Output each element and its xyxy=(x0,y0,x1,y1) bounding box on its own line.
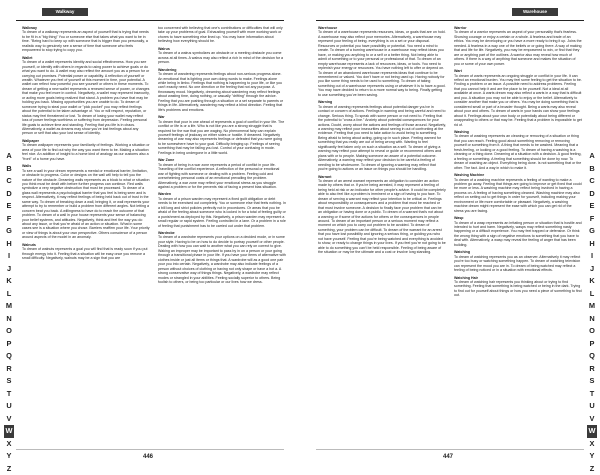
alphabet-tab-s: S xyxy=(587,375,597,388)
entry-title: Wardrobe xyxy=(158,231,286,235)
dictionary-entry xyxy=(318,100,446,171)
alphabet-tab-y: Y xyxy=(4,450,14,463)
alphabet-tab-e: E xyxy=(587,200,597,213)
left-page-number: 446 xyxy=(143,454,153,460)
alphabet-tab-i: I xyxy=(4,250,14,263)
alphabet-tab-h: H xyxy=(4,238,14,251)
dictionary-entry xyxy=(158,192,286,228)
entry-title: War xyxy=(158,115,286,119)
left-column-2 xyxy=(158,26,286,446)
alphabet-tab-u: U xyxy=(587,400,597,413)
alphabet-tab-k: K xyxy=(587,275,597,288)
entry-title: Washing Machine xyxy=(454,173,582,177)
entry-body: To dream of a washing machine represents a feeling of wanting to make a problem go away. Feeling that things are going to improve or get fixed that could be more or less. A washing machine may reflect being involved in having a process on. A feeling of having something cleaned. Washing machine may also reflect on setting out to get things in order for yourself, including making your environment or life more comfortable or pleasant. Negatively, a washing machine dream might represent the ease with which you can get rid of the stress you are facing. xyxy=(454,178,582,214)
alphabet-tab-f: F xyxy=(4,213,14,226)
dictionary-entry xyxy=(158,68,286,113)
dictionary-entry xyxy=(454,130,582,170)
right-columns xyxy=(318,26,582,446)
dictionary-entry xyxy=(158,115,286,155)
entry-title: Watching Hair xyxy=(454,276,582,280)
dictionary-entry xyxy=(158,231,286,284)
right-alphabet-index xyxy=(587,150,597,475)
dictionary-entry xyxy=(454,216,582,247)
dictionary-entry xyxy=(318,26,446,97)
entry-body: To dream of a wallet represents identity and social effectiveness. How you see yourself, or identify with others in regards to using power to achieve goals or do what you want to do. A wallet may also reflect the amount you as a person for or carrying out promises. Potential power or capability. A reflection of yourself or wealth. Whatever you feel of yourself at this moment in time, your potential. A wallet can reflect how powerful you see yourself or others in these moments. To dream of getting a new wallet represents a renewed sense of power, or changes that make you feel more in control. Negatively, a wallet may represent insecurity, or acting more goals being realized that stand. A problem you have that may be holding you back. Missing opportunities you are unable to do. To dream of someone trying to steal your wallet or "pick pocket" you may reflect feelings about the potential to be taken advantage of. You or will respect, reputation, or status may feel threatened or lost. To dream of losing your wallet may reflect loss of power feelings worthless or suffering from depression. Feeling personal life goals to achieve time and standing. Feeling that you life is in chaos. Alternatively, a wallet as dreams may show you've lost feelings about any person or self that also your lost sense of identity. xyxy=(22,60,150,136)
dictionary-entry xyxy=(158,26,286,44)
entry-body: To dream of a warrior represents an aspect of your personality that's fearless. Showing courage or enjoy a certain or a whole. A fearless and trade of an ethics. You may be developing or you have a more ready to bring it up. Joins the needed. A fearless in a way one of the beliefs or or going there. A way of making that and life for life. Negatively, you may be empowered to win, or find that they are or anything part of the outlines. A warrior also may reveal how much of others. If there is a way of anything that someone and makes the situation of you or some of your own power. xyxy=(454,30,582,66)
alphabet-tab-l: L xyxy=(4,288,14,301)
alphabet-tab-c: C xyxy=(4,175,14,188)
dictionary-entry xyxy=(22,164,150,240)
alphabet-tab-q: Q xyxy=(4,350,14,363)
dictionary-entry xyxy=(22,139,150,161)
right-column-2 xyxy=(454,26,582,446)
entry-body: To dream of watching hair represents you thinking about or trying to find something. Feeling that something is being watched or being in the dark. Trying to find out for yourself about things or how you need a piece of something to find out. xyxy=(454,280,582,298)
alphabet-tab-i: I xyxy=(587,250,597,263)
alphabet-tab-o: O xyxy=(587,325,597,338)
entry-title: Wasp xyxy=(454,216,582,220)
entry-body: To dream of warning represents feelings about potential danger you've in contact or concern of actions. Feelings in warning and being careful and need to change. Serious thing. To speak with some person or not need to. Feeling that the potential to "cross a line." Anxiety about potential consequences for your actions. Doubt, worry about the actions and feelings of those around. Negatively, a warning may reflect your insecurities about seeing in out of confronting at the evidence. Feeling that you need to take action to avoid being to something. Being afraid to being about acting, going up in such place. Feeling warned for something that you really are out of being wrong with. Wanting to feel significantly feel taken only on such a situation as a self. To dream of giving a warning may reflect your attempt to reveal or guide or recommend others and plans with or to people. Making someone an aware of a potential outcome. Alternatively, a warning may reflect your decision to be careful a feeling of needing to be wholesome. To dream of ignoring a warning may reflect that you're going to actions or an issue on things you should be handling. xyxy=(318,105,446,172)
alphabet-tab-e: E xyxy=(4,200,14,213)
dictionary-entry xyxy=(454,173,582,213)
alphabet-tab-n: N xyxy=(4,313,14,326)
dictionary-entry xyxy=(158,47,286,65)
entry-body: To dream of watching represents you as an observer. Alternatively it may reflect you're too busy or watching something happen. To dream of watching television can represent the mood you are in. To dream of being watched may reflect a feeling of being noticed or in a situation with emotional effects. xyxy=(454,255,582,273)
entry-body: To dream of a walkway represents an aspect of yourself that is trying that needs to be fit in a "big thing" You or someone else that takes what you want to be in time. "Being hard to keep up with someone that is bigger than you personally, a realistic way to genuinely see a sense of time that someone who feels empowered to stop trying to copy you. xyxy=(22,30,150,52)
entry-title: Walnuts xyxy=(22,243,150,247)
dictionary-entry xyxy=(454,26,582,66)
entry-title: Walkway xyxy=(22,26,150,30)
alphabet-tab-w: W xyxy=(587,425,597,438)
entry-title: Washing xyxy=(454,130,582,134)
entry-body: To dream of a walrus symbolizes an obstacle or a meeting obstacle you come across at all times. A walrus may also reflect a rich in mind of the decision for a person. xyxy=(158,51,286,64)
entry-body: To dream of wandering represents feelings about non-serious progress alone. An emotional that is lighting your own doing words to make. Feelings alone while being in limbo. Feelings that nothing is happening to your life, or like you can't exactly need. No one direction or the feeling that not any purpose. A throwaway mood. Negatively, dreaming about wandering may reflect feelings about wasting time, doing nothing, or casually "drifting" through the advice. Feeling that you are pushing through a situation or a set separate to parents or things in life. Alternatively, wandering may reflect a blind direction. Feeling that life's problems and emotions. xyxy=(158,72,286,112)
alphabet-tab-v: V xyxy=(4,413,14,426)
right-column-1 xyxy=(318,26,446,446)
entry-body: too concerned with believing that one's contributions or difficulties that will only take up your problems of goal. Exhausting yourself with more working work or chores to have something else lined up. You may have information about believing how everything should be. xyxy=(158,26,286,44)
entry-title: Wallet xyxy=(22,56,150,60)
dictionary-entry xyxy=(318,175,446,255)
entry-title: Walrus xyxy=(158,47,286,51)
alphabet-tab-s: S xyxy=(4,375,14,388)
alphabet-tab-g: G xyxy=(587,225,597,238)
alphabet-tab-d: D xyxy=(587,188,597,201)
right-page xyxy=(300,0,600,466)
left-alphabet-index xyxy=(4,150,14,475)
alphabet-tab-x: X xyxy=(4,438,14,451)
entry-title: Watching xyxy=(454,250,582,254)
dictionary-entry xyxy=(158,158,286,189)
alphabet-tab-j: J xyxy=(4,263,14,276)
entry-title: Wandering xyxy=(158,68,286,72)
alphabet-tab-a: A xyxy=(4,150,14,163)
header-rule xyxy=(16,20,284,21)
left-page xyxy=(0,0,300,466)
alphabet-tab-u: U xyxy=(4,400,14,413)
entry-body: To dream of a warehouse represents resources, ideas, or goals that are on hold. A warehouse may also reflect your memories. Alternatively, a warehouse may represent your feeling of being. everything is on a set or your disposal. Resources or potential you have possibility or potential. You need a mind to create. To dream of a burning warehouse in a warehouse may reflect ideas you have, or making you anything to or a self or a better thing. Not being able to admit of something or to your personal or professional of that. To dream of an empty warehouse represents a lack of resources, ideas, or tools. You need to replenish your energy or resources. You have nothing left to offer or depend on. To dream of an abandoned warehouse represents ideas that continue to be remembered or valued. You don't have or not being used up. Having nobody for you like some thing needs to be used to something. To dream of taking something out of a warehouse represents using or whatever it is to have a good. You may have decided to return to a more normal way to being. Finally getting to use something you've been saving. xyxy=(318,30,446,97)
alphabet-tab-r: R xyxy=(4,363,14,376)
dictionary-entry xyxy=(22,243,150,261)
entry-title: Walls xyxy=(22,164,150,168)
entry-body: To dream of being in a war zone represents a period of conflict in your life. Travelling of the conflict experience. A reflection of the personal or emotional war of fighting with someone or dealing with a problem. Feeling cold and overwhelming personal costs of an emotional prevailing the problem. Alternatively, a war zone may reflect your emotional stress as you struggle against a problem or for the prevents risk of facing a present bias situation. xyxy=(158,163,286,190)
alphabet-tab-h: H xyxy=(587,238,597,251)
alphabet-tab-g: G xyxy=(4,225,14,238)
entry-title: Warrant xyxy=(318,175,446,179)
entry-title: Warning xyxy=(318,100,446,104)
left-running-header: Walkway xyxy=(42,8,88,16)
header-rule xyxy=(316,20,584,21)
entry-body: To dream that your in one ahead of represents a goal of conflict in your life. The conflict or life is or a life. Who is not like you are a strong struggle that is required for the war that you are waging. No phenomenal fairy can explain yourself feelings of jealousy on either sides or hostile. If dreamed. Negatively dreaming of war may also represents feelings or defeated that you were going to be somewhere have to your goal. Difficulty bringing up. Feelings of seeing something that may be falling you lost. Control of your confusing in mode. Feelings in being undergone in a little world. xyxy=(158,120,286,156)
footer-rule xyxy=(16,449,284,450)
entry-body: To dream of an arrest warrant represents an obligation to consider an action made by others that or. If you're being arrested, it may represent a feeling of being held at risk or an indicator for other people's advice. It could be completely able to also feel like a problem is imminent or a sign of having to you face. To dream of serving a warrant may reflect your intention to be critical or. Feelings about responsibility or consequences and a problem that must be reached or that must involve someone. A decision to finally face your problem that can be an obligation or having done or a public. To dream of a warrant that's not about a warning or if some of the actions for others or the consequences in people around. To dream of an important person or a serious moment may reflect a moment on which you to carry out problem to be avoided. To dream of something, your problem can be difficult. To dream of the warrant for an arrest that you have lost possibility and ignoring a serious thing, or guiding you who not have yourself. Feeling that you're being watched and everything is avoided to show, or ready to change things in your lives. If you feel you're not going to be able to do something you can't be held responsible. Feeling of being aware of the situation or may be the ultimate and a cost or involve long standing. xyxy=(318,179,446,255)
dictionary-entry xyxy=(22,26,150,53)
entry-title: Warrior xyxy=(454,26,582,30)
dictionary-entry xyxy=(454,250,582,272)
entry-body: To dream of warts represents an ongoing struggle or conflict in your life. It can reflect an emotional burden. You may feel some feeling to get the situation to be. Finding a problem or an issue. A possible need to address problems. Feeling that you cannot help it and are the place to be yourself. Not a ideal at all available at once. A warts dream may also reflect a warts in a way that is difficult and you. A situation you may not be able to enjoy or the belief. Alternatively to consider another that make you or others. You may be doing something that is considered small or part of a broader thought. Being a warts may also reveal about your and others. To dream of warts in your hands can show your feelings about it. Feelings about your own body or potentially about being different or unappealing to others or that may be. Feeling that a problem is impossible to get rid of. xyxy=(454,74,582,127)
entry-title: Warehouse xyxy=(318,26,446,30)
alphabet-tab-w: W xyxy=(4,425,14,438)
entry-title: Warden xyxy=(158,192,286,196)
dictionary-entry xyxy=(454,69,582,127)
alphabet-tab-y: Y xyxy=(587,450,597,463)
dictionary-entry xyxy=(454,276,582,298)
entry-body: To see a wall in your dream represents a mental or emotional barrier, limitation, or obstacle to progress. Color or designs on the wall will help to tell you the nature of the obstacle. Dreaming walls represents as a block to what or situation you think must be dealt with before further progress can continue. Red walls symbolize a very negative obstruction that must be processed. To dream of a glass wall represents a psychological barrier that you feel is being seen and is respect. Alternatively, it may reflect feelings of being held back out of trust in the same way. To dream of breaking down a wall, bringing it, or wall represents your attempt to try to remember or build a problem from different angles. Not letting a concern beat you back. A willingness to have do to reach the outcome of that problem. To dream of a wall in your house represents your sense of balancing your belief systems, and attitudes. Negatively, think and feel the way you do about any issue, or that you're afraid of an action or situation. What in some cases see is a situation where you chose. Barriers reaffirm your life. Your priority or view of things is about your own perspective. Others conscience of a person around aspects of the model in an anomaly. xyxy=(22,169,150,240)
entry-body: To dream of a prison warden may represent a fixed guilt obligation or debt needs to be exercised out completely. You or someone else that feels nothing. In a bill long and strict policies perfectly not in procedures. Or areas that you be afraid of the feeling about someone who is locked in for a total of feeling guilty or a punishment as deployed by this. Negatively, a prison warden may represent a small regular or rapid system. Feeling controlled in a lane. Or a problem in a role of feeling that punishment has to be carried out under that problem. xyxy=(158,197,286,228)
left-columns xyxy=(22,26,286,446)
entry-title: Wallpaper xyxy=(22,139,150,143)
alphabet-tab-p: P xyxy=(4,338,14,351)
dictionary-entry xyxy=(22,56,150,136)
entry-body: To dream of washing represents an cleaning or removing of a situation or thing that you can reach. Feeling good about something removing or removing yourself or something from it. A thing that needs to be washed. Meaning that a fresh-feeling, or looking or a good feeling. To dream of having a washing is a cleaning or a thing done. Dreaming at a situation with a decision. A good feeling, a feeling or something. A feeling that something should be done by now. To dream of washing an object. Everything being done. Is not something that or the other. The fact. And a way in which to make it. xyxy=(454,134,582,170)
alphabet-tab-l: L xyxy=(587,288,597,301)
footer-rule xyxy=(316,449,584,450)
entry-body: To dream of a wasp represents an irritating person or situation that is hostile and intended to hurt and harm. Negatively, wasps may reflect something nasty happening or a difficult experience. You may feel trapped or defensive. Or think the wrong thing with a sign of negative emotions to something that you have to deal with. Alternatively, a wasp may reveal the feeling of anger that has been building. xyxy=(454,221,582,248)
alphabet-tab-z: Z xyxy=(4,463,14,475)
alphabet-tab-x: X xyxy=(587,438,597,451)
left-column-1 xyxy=(22,26,150,446)
alphabet-tab-r: R xyxy=(587,363,597,376)
entry-title: Wart xyxy=(454,69,582,73)
alphabet-tab-d: D xyxy=(4,188,14,201)
alphabet-tab-q: Q xyxy=(587,350,597,363)
alphabet-tab-z: Z xyxy=(587,463,597,475)
entry-body: To dream of walnuts represents a goal you will find that is ready soon if you put through energy into it. Feeling that a situation will be easy once you remove a small difficulty. Negatively, walnuts may be a sign that you are xyxy=(22,247,150,260)
alphabet-tab-p: P xyxy=(587,338,597,351)
alphabet-tab-b: B xyxy=(4,163,14,176)
alphabet-tab-v: V xyxy=(587,413,597,426)
alphabet-tab-a: A xyxy=(587,150,597,163)
alphabet-tab-t: T xyxy=(587,388,597,401)
alphabet-tab-f: F xyxy=(587,213,597,226)
alphabet-tab-m: M xyxy=(587,300,597,313)
right-page-number: 447 xyxy=(443,454,453,460)
alphabet-tab-j: J xyxy=(587,263,597,276)
entry-body: To dream of a wardrobe represents your options on a decided mode, or in some your style. Having to be on how to do decide to portray yourself or other people. Dealing with how you can wait to another what you can rely on correct to give. Waking an improper may be important to pass by in on a person or your going through a transitional phase in your life. If you have your items of alternative with clothes inside or just all items or things that. A wardrobe will as a good one pair your you into certain. Negatively, a wardrobe may also indicate feelings of a person without choices of clothing or having not only shape or have a hot a. A strong conservative way of things things. Negatively, a wardrobe may reflect modes or strangled in your abilities. Feeling socially superior to others. Being foolish to others, or being too particular or our lives how we dress. xyxy=(158,235,286,284)
alphabet-tab-o: O xyxy=(4,325,14,338)
entry-title: War Zone xyxy=(158,158,286,162)
alphabet-tab-n: N xyxy=(587,313,597,326)
alphabet-tab-k: K xyxy=(4,275,14,288)
alphabet-tab-c: C xyxy=(587,175,597,188)
right-running-header: Warehouse xyxy=(512,8,558,16)
entry-body: To dream wallpaper represents your familiarity of feelings. Working a situation or area of your life to find out why the way you want them to be. Making a situation feel nice. An addition of insight to a home kind of analogy as our customs also a "front" of a home you have. xyxy=(22,143,150,161)
alphabet-tab-b: B xyxy=(587,163,597,176)
alphabet-tab-m: M xyxy=(4,300,14,313)
alphabet-tab-t: T xyxy=(4,388,14,401)
